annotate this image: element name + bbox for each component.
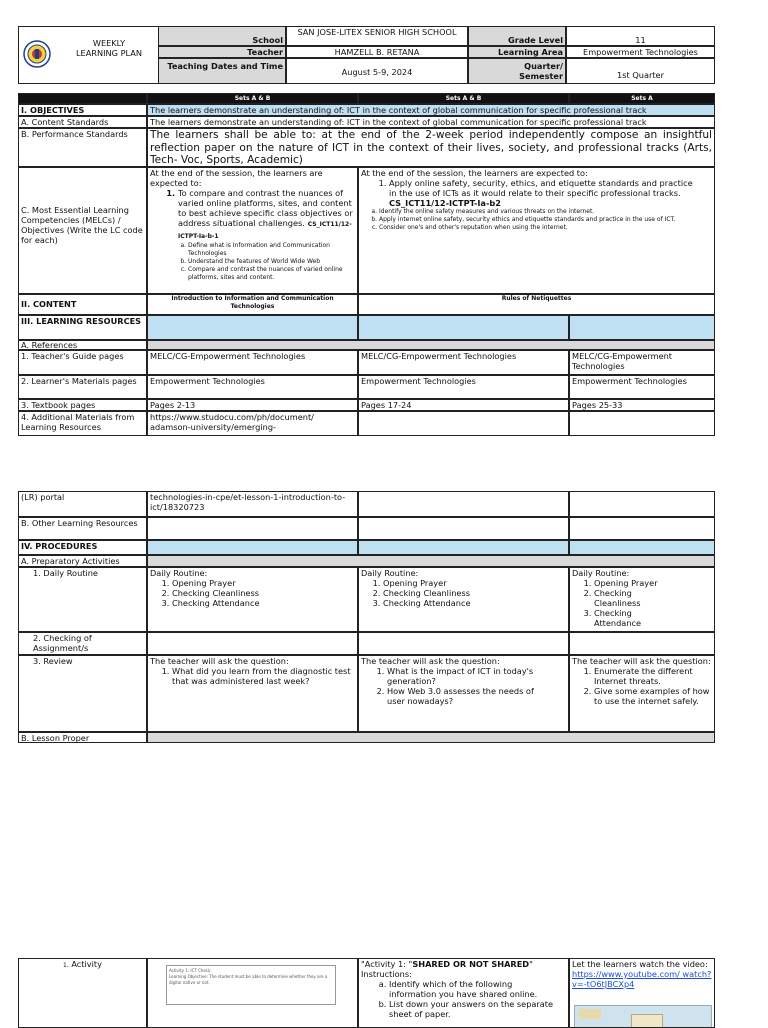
activity-label xyxy=(18,958,147,1028)
melc-col2-item-text: Apply online safety, security, ethics, and etiquette standards and practice in the use of ICTs as it would relate to their specific professional tracks. xyxy=(389,178,693,198)
review-question: 1. Enumerate the different Internet threats. xyxy=(594,666,712,686)
column-header-2: Sets A & B xyxy=(358,93,569,104)
resources-label: III. LEARNING RESOURCES xyxy=(18,315,147,340)
activity-item: b. List down your answers on the separate sheet of paper. xyxy=(389,999,556,1019)
video-thumbnail[interactable] xyxy=(574,1005,712,1028)
deped-seal-logo xyxy=(23,40,51,68)
activity-col1 xyxy=(147,958,358,1028)
review-col2 xyxy=(358,655,569,732)
assignment-col3 xyxy=(569,632,715,655)
melc-col2-code: CS_ICT11/12-ICTPT-Ia-b2 xyxy=(389,198,501,208)
performance-standards-label: B. Performance Standards xyxy=(18,128,147,167)
resources-blank-1 xyxy=(147,315,358,340)
add-materials-col2 xyxy=(358,411,569,436)
routine-item: 3. Checking Attendance xyxy=(383,598,566,608)
other-resources-col3 xyxy=(569,517,715,540)
assignment-col1 xyxy=(147,632,358,655)
activity-thumbnail xyxy=(166,965,336,1005)
teacher-label: Teacher xyxy=(158,46,286,58)
lesson-proper-label: B. Lesson Proper xyxy=(18,732,147,743)
routine-item: 2. Checking Cleanliness xyxy=(383,588,566,598)
procedures-blank-3 xyxy=(569,540,715,555)
review-intro: The teacher will ask the question: xyxy=(361,656,500,666)
review-intro: The teacher will ask the question: xyxy=(572,656,711,666)
tg-col1: MELC/CG-Empowerment Technologies xyxy=(147,350,358,375)
prep-activities-blank xyxy=(147,555,715,567)
lr-portal-label: (LR) portal xyxy=(18,491,147,517)
review-question: 1. What did you learn from the diagnostic test that was administered last week? xyxy=(172,666,355,686)
routine-title: Daily Routine: xyxy=(361,568,419,578)
activity-label-text: Activity xyxy=(71,959,102,969)
activity-col3-text: Let the learners watch the video: xyxy=(572,959,708,969)
lr-portal-col3 xyxy=(569,491,715,517)
column-header-3: Sets A xyxy=(569,93,715,104)
school-value: SAN JOSE-LITEX SENIOR HIGH SCHOOL xyxy=(286,26,468,46)
melc-col2-intro: At the end of the session, the learners are expected to: xyxy=(361,168,588,178)
school-label: School xyxy=(158,26,286,46)
tb-col2: Pages 17-24 xyxy=(358,399,569,411)
content-col1: Introduction to Information and Communication Technologies xyxy=(147,294,358,315)
melc-col1-sub: c. Compare and contrast the nuances of varied online platforms, sites and content. xyxy=(188,266,355,282)
lm-label: 2. Learner's Materials pages xyxy=(18,375,147,399)
melc-label-text: C. Most Essential Learning Competencies (MELCs) / Objectives (Write the LC code for each) xyxy=(21,205,143,245)
review-col3 xyxy=(569,655,715,732)
melc-col1-item xyxy=(178,188,355,242)
review-question: 2. How Web 3.0 assesses the needs of user nowadays? xyxy=(387,686,546,706)
daily-routine-label-text: 1. Daily Routine xyxy=(33,568,98,578)
quarter-value: 1st Quarter xyxy=(566,58,715,84)
routine-item: 3. Checking Attendance xyxy=(594,608,672,628)
weekly-title: WEEKLY xyxy=(92,38,126,48)
video-thumb-label xyxy=(579,1009,601,1019)
dates-value: August 5-9, 2024 xyxy=(286,58,468,84)
area-value: Empowerment Technologies xyxy=(566,46,715,58)
daily-routine-col2 xyxy=(358,567,569,632)
tg-label: 1. Teacher's Guide pages xyxy=(18,350,147,375)
routine-item: 1. Opening Prayer xyxy=(594,578,672,588)
routine-item: 2. Checking Cleanliness xyxy=(172,588,355,598)
melc-col1-code: CS_ICT11/12-ICTPT-Ia-b-1 xyxy=(178,221,352,240)
review-label-text: 3. Review xyxy=(33,656,73,666)
grade-label: Grade Level xyxy=(468,26,566,46)
melc-col1 xyxy=(147,167,358,294)
procedures-label: IV. PROCEDURES xyxy=(18,540,147,555)
dates-label: Teaching Dates and Time xyxy=(158,58,286,84)
review-col1 xyxy=(147,655,358,732)
review-question: 1. What is the impact of ICT in today's generation? xyxy=(387,666,546,686)
melc-col2 xyxy=(358,167,715,294)
lesson-proper-blank xyxy=(147,732,715,743)
lr-portal-col1[interactable]: technologies-in-cpe/et-lesson-1-introduction-to-ict/18320723 xyxy=(147,491,358,517)
column-header-blank xyxy=(18,93,147,104)
review-label xyxy=(18,655,147,732)
add-materials-label: 4. Additional Materials from Learning Resources xyxy=(18,411,147,436)
thumbnail-objective: Learning Objective: The student must be able to determine whether they are a digital native or not. xyxy=(169,974,328,985)
resources-blank-3 xyxy=(569,315,715,340)
review-intro: The teacher will ask the question: xyxy=(150,656,289,666)
melc-col2-sub: c. Consider one's and other's reputation when using the internet. xyxy=(379,224,712,232)
add-materials-col1[interactable]: https://www.studocu.com/ph/document/ adamson-university/emerging- xyxy=(147,411,358,436)
assignment-label-text: 2. Checking of Assignment/s xyxy=(33,633,92,653)
references-label: A. References xyxy=(18,340,147,350)
tb-label: 3. Textbook pages xyxy=(18,399,147,411)
add-materials-col3 xyxy=(569,411,715,436)
learning-plan-title: LEARNING PLAN xyxy=(75,48,143,58)
activity-col2-title xyxy=(361,959,566,969)
routine-title: Daily Routine: xyxy=(150,568,208,578)
tb-col3: Pages 25-33 xyxy=(569,399,715,411)
daily-routine-col1 xyxy=(147,567,358,632)
assignment-label xyxy=(18,632,147,655)
melc-col1-sub: a. Define what is Information and Communication Technologies xyxy=(188,242,355,258)
procedures-blank-1 xyxy=(147,540,358,555)
tg-col2: MELC/CG-Empowerment Technologies xyxy=(358,350,569,375)
youtube-video-link[interactable]: https://www.youtube.com/ watch?v=-tO6tJBCXp4 xyxy=(572,969,712,989)
procedures-blank-2 xyxy=(358,540,569,555)
daily-routine-label xyxy=(18,567,147,632)
teacher-value: HAMZELL B. RETANA xyxy=(286,46,468,58)
lm-col3: Empowerment Technologies xyxy=(569,375,715,399)
lm-col2: Empowerment Technologies xyxy=(358,375,569,399)
activity-title-bold: SHARED OR NOT SHARED xyxy=(412,959,530,969)
assignment-col2 xyxy=(358,632,569,655)
grade-value: 11 xyxy=(566,26,715,46)
content-col2: Rules of Netiquettes xyxy=(358,294,715,315)
melc-col1-intro: At the end of the session, the learners are expected to: xyxy=(150,168,323,188)
activity-col3 xyxy=(569,958,715,1028)
melc-label xyxy=(18,167,147,294)
routine-item: 1. Opening Prayer xyxy=(383,578,566,588)
other-resources-label: B. Other Learning Resources xyxy=(18,517,147,540)
melc-col2-sub: a. Identify the online safety measures and various threats on the internet. xyxy=(379,208,712,216)
melc-col1-sub: b. Understand the features of World Wide Web xyxy=(188,258,355,266)
content-label: II. CONTENT xyxy=(18,294,147,315)
routine-title: Daily Routine: xyxy=(572,568,630,578)
melc-col2-item xyxy=(389,178,702,208)
content-standards-label: A. Content Standards xyxy=(18,116,147,128)
routine-item: 3. Checking Attendance xyxy=(172,598,355,608)
melc-col2-sub: b. Apply internet online safety, security ethics and etiquette standards and practice in the use of ICT. xyxy=(379,216,712,224)
routine-item: 1. Opening Prayer xyxy=(172,578,355,588)
resources-blank-2 xyxy=(358,315,569,340)
video-thumb-card xyxy=(631,1014,663,1028)
activity-col2 xyxy=(358,958,569,1028)
tg-col3: MELC/CG-Empowerment Technologies xyxy=(569,350,715,375)
performance-standards-text: The learners shall be able to: at the end of the 2-week period independently compose an insightful reflection paper on the nature of ICT in the context of their lives, society, and professional tracks (Arts, Tech- Voc, Sports, Academic) xyxy=(147,128,715,167)
activity-title-pre: "Activity 1: " xyxy=(361,959,413,969)
references-blank xyxy=(147,340,715,350)
prep-activities-label: A. Preparatory Activities xyxy=(18,555,147,567)
activity-title-post: " xyxy=(529,959,533,969)
lm-col1: Empowerment Technologies xyxy=(147,375,358,399)
other-resources-col2 xyxy=(358,517,569,540)
review-question: 2. Give some examples of how to use the internet safely. xyxy=(594,686,712,706)
routine-item: 2. Checking Cleanliness xyxy=(594,588,672,608)
content-standards-text: The learners demonstrate an understanding of: ICT in the context of global communication for specific professional track xyxy=(147,116,715,128)
other-resources-col1 xyxy=(147,517,358,540)
objectives-heading: I. OBJECTIVES xyxy=(18,104,147,116)
thumbnail-title: Activity 1: ICT Check. xyxy=(169,968,212,973)
lr-portal-col2 xyxy=(358,491,569,517)
melc-col1-item-text: To compare and contrast the nuances of varied online platforms, sites, and content to best achieve specific class objectives or address situational challenges. xyxy=(178,188,353,228)
tb-col1: Pages 2-13 xyxy=(147,399,358,411)
area-label: Learning Area xyxy=(468,46,566,58)
daily-routine-col3 xyxy=(569,567,715,632)
activity-instructions: Instructions: xyxy=(361,969,412,979)
objectives-heading-text: The learners demonstrate an understanding of: ICT in the context of global communication for specific professional track xyxy=(147,104,715,116)
quarter-label: Quarter/ Semester xyxy=(468,58,566,84)
column-header-1: Sets A & B xyxy=(147,93,358,104)
activity-number: 1. xyxy=(63,962,69,969)
activity-item: a. Identify which of the following information you have shared online. xyxy=(389,979,556,999)
